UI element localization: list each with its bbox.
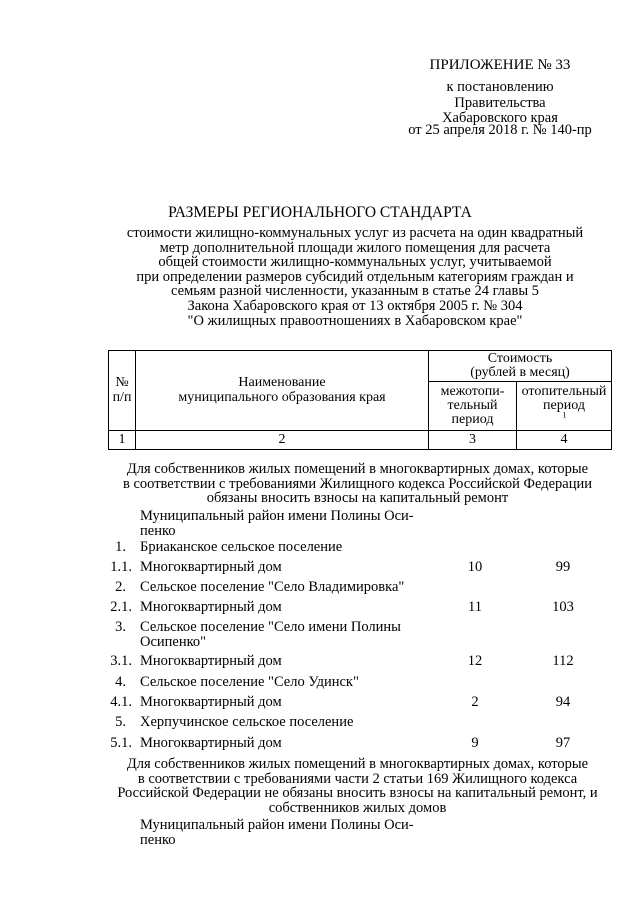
heating-value: 112 bbox=[552, 653, 574, 669]
section-line: Для собственников жилых помещений в многоквартирных домах, которые bbox=[126, 461, 589, 477]
table-row bbox=[0, 600, 640, 617]
district-line: Муниципальный район имени Полины Оси- bbox=[140, 508, 414, 524]
footnote-mark: 1 bbox=[562, 410, 567, 420]
interheating-value: 9 bbox=[471, 735, 479, 751]
section-heading bbox=[105, 462, 610, 506]
row-name: Многоквартирный дом bbox=[140, 735, 282, 751]
section-line: Российской Федерации не обязаны вносить взносы на капитальный ремонт, и bbox=[117, 785, 598, 801]
row-name-line: Сельское поселение "Село имени Полины bbox=[140, 619, 401, 635]
column-name-header: Наименование муниципального образования края bbox=[136, 351, 429, 431]
row-number: 1.1. bbox=[110, 559, 132, 575]
section-heading bbox=[105, 757, 610, 815]
appendix-title: ПРИЛОЖЕНИЕ № 33 bbox=[429, 57, 571, 73]
column-index: 1 bbox=[109, 431, 136, 450]
row-name: Бриаканское сельское поселение bbox=[140, 539, 343, 555]
decree-reference bbox=[380, 80, 620, 127]
row-number: 2.1. bbox=[110, 599, 132, 615]
district-line: пенко bbox=[140, 832, 176, 848]
decree-date: от 25 апреля 2018 г. № 140-пр bbox=[408, 122, 592, 138]
interheating-value: 12 bbox=[467, 653, 483, 669]
row-number: 3.1. bbox=[110, 653, 132, 669]
row-name: Многоквартирный дом bbox=[140, 694, 282, 710]
section-line: в соответствии с требованиями Жилищного кодекса Российской Федерации bbox=[122, 475, 592, 492]
row-number: 3. bbox=[115, 619, 126, 635]
table-header bbox=[108, 350, 612, 450]
row-number: 4. bbox=[115, 674, 126, 690]
row-name: Многоквартирный дом bbox=[140, 653, 282, 669]
row-number: 5.1. bbox=[110, 735, 132, 751]
column-index: 4 bbox=[517, 431, 612, 450]
subtitle-line: семьям разной численности, указанным в статье 24 главы 5 bbox=[171, 283, 539, 300]
section-line: в соответствии с требованиями части 2 статьи 169 Жилищного кодекса bbox=[137, 770, 578, 787]
column-interheating-header: межотопи- тельный период bbox=[429, 382, 517, 431]
column-index: 2 bbox=[136, 431, 429, 450]
subtitle-line: при определении размеров субсидий отдельным категориям граждан и bbox=[136, 268, 574, 285]
table-row bbox=[0, 560, 640, 577]
row-number: 4.1. bbox=[110, 694, 132, 710]
row-number: 5. bbox=[115, 714, 126, 730]
row-name: Многоквартирный дом bbox=[140, 559, 282, 575]
interheating-value: 2 bbox=[471, 694, 479, 710]
row-name: Многоквартирный дом bbox=[140, 599, 282, 615]
document-subtitle bbox=[100, 226, 610, 328]
heating-value: 97 bbox=[555, 735, 571, 751]
heating-label: отопительный период bbox=[521, 384, 607, 413]
column-index: 3 bbox=[429, 431, 517, 450]
section-line: обязаны вносить взносы на капитальный ремонт bbox=[206, 490, 509, 506]
subtitle-line: Закона Хабаровского края от 13 октября 2005 г. № 304 bbox=[187, 297, 523, 314]
table-row bbox=[0, 540, 640, 557]
decree-line: Правительства bbox=[454, 94, 546, 111]
row-name: Сельское поселение "Село Удинск" bbox=[140, 674, 359, 690]
table-row bbox=[0, 580, 640, 597]
interheating-value: 10 bbox=[467, 559, 483, 575]
document-title: РАЗМЕРЫ РЕГИОНАЛЬНОГО СТАНДАРТА bbox=[168, 204, 472, 221]
row-name bbox=[140, 620, 401, 650]
table-row bbox=[0, 695, 640, 712]
table-row bbox=[0, 654, 640, 671]
heating-value: 99 bbox=[555, 559, 571, 575]
district-line: Муниципальный район имени Полины Оси- bbox=[140, 817, 414, 833]
section-line: Для собственников жилых помещений в многоквартирных домах, которые bbox=[126, 756, 589, 772]
table-row bbox=[0, 675, 640, 692]
district-line: пенко bbox=[140, 523, 176, 539]
table-row bbox=[0, 620, 640, 654]
table-row bbox=[0, 715, 640, 732]
row-number: 2. bbox=[115, 579, 126, 595]
district-name bbox=[140, 509, 414, 539]
row-number: 1. bbox=[115, 539, 126, 555]
decree-line: Хабаровского края bbox=[442, 110, 558, 126]
subtitle-line: метр дополнительной площади жилого помещения для расчета bbox=[159, 239, 551, 256]
table-row bbox=[0, 736, 640, 753]
decree-line: к постановлению bbox=[446, 79, 554, 95]
column-cost-header: Стоимость (рублей в месяц) bbox=[429, 351, 612, 382]
subtitle-line: стоимости жилищно-коммунальных услуг из расчета на один квадратный bbox=[126, 225, 584, 241]
interheating-value: 11 bbox=[468, 599, 482, 615]
subtitle-line: "О жилищных правоотношениях в Хабаровском крае" bbox=[187, 312, 523, 329]
heating-value: 94 bbox=[555, 694, 571, 710]
subtitle-line: общей стоимости жилищно-коммунальных услуг, учитываемой bbox=[158, 254, 552, 271]
column-heating-header bbox=[517, 382, 612, 431]
district-name bbox=[140, 818, 414, 848]
column-number-header: № п/п bbox=[109, 351, 136, 431]
section-line: собственников жилых домов bbox=[268, 799, 447, 816]
heating-value: 103 bbox=[552, 599, 574, 615]
row-name: Сельское поселение "Село Владимировка" bbox=[140, 579, 405, 595]
row-name-line: Осипенко" bbox=[140, 634, 207, 650]
row-name: Херпучинское сельское поселение bbox=[140, 714, 354, 730]
